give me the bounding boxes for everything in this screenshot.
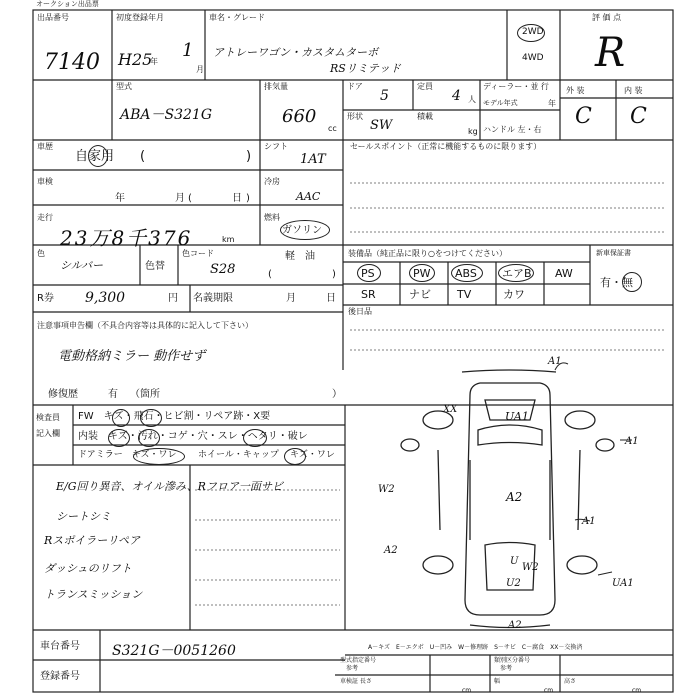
first-reg-year: H25	[118, 50, 153, 69]
doc-ref-2: 参考	[500, 665, 513, 672]
shape-value: SW	[370, 118, 393, 133]
inspection-open: (	[188, 193, 192, 204]
diesel-close: )	[332, 269, 336, 280]
interior-value: C	[630, 104, 647, 129]
repair-label: 修復歴	[48, 389, 78, 400]
diag-mark: U2	[506, 578, 521, 589]
exterior-value: C	[575, 104, 592, 129]
length-label: 車検証 長さ	[340, 678, 372, 685]
name-limit-month: 月	[286, 293, 296, 304]
repair-place: （箇所	[130, 389, 160, 400]
car-name-value: アトレーワゴン・カスタムターボ	[213, 46, 378, 59]
fuel-gas: ガソリン	[282, 225, 322, 236]
score-label: 評 価 点	[592, 13, 622, 22]
remark-item: ダッシュのリフト	[44, 562, 132, 575]
mileage-label: 走行	[37, 213, 53, 222]
interior-label: 内 装	[624, 86, 643, 95]
first-reg-month: 1	[182, 40, 194, 61]
fw-chip-circle	[140, 409, 162, 427]
length-cm: cm	[462, 687, 472, 694]
diag-mark: UA1	[505, 410, 529, 423]
use-other: (	[140, 149, 146, 164]
color-label: 色	[37, 249, 45, 258]
model-year-label: モデル年式	[483, 99, 518, 107]
chassis-label: 車台番号	[40, 641, 80, 652]
displacement-label: 排気量	[264, 82, 288, 91]
equip-pw-circle	[409, 264, 435, 282]
after-label: 後日品	[348, 307, 372, 316]
fw-scratch-circle	[112, 409, 130, 427]
door-label: ドア	[347, 82, 363, 91]
recycle-label: R券	[37, 293, 54, 304]
use-value: 自家用	[75, 149, 115, 164]
shape-label: 形状	[347, 112, 363, 121]
exterior-label: 外 装	[566, 86, 585, 95]
wheel-tail: キズ・ワレ	[290, 450, 335, 460]
color-change-label: 色替	[145, 261, 165, 272]
repair-close: ）	[332, 389, 342, 400]
width-cm: cm	[544, 687, 554, 694]
equipment-label: 装備品（純正品に限り○をつけてください）	[348, 249, 507, 258]
doc-ref-1: 参考	[346, 665, 359, 672]
notes-value: 電動格納ミラー 動作せず	[58, 349, 206, 364]
model-year-unit: 年	[548, 99, 556, 108]
use-circle	[88, 145, 108, 167]
equip-abs-circle	[451, 264, 483, 282]
model-label: 型式	[116, 82, 132, 91]
inspector-label-2: 記入欄	[36, 429, 60, 438]
repair-have: 有	[108, 389, 118, 400]
mileage-value: 23万8千376	[60, 226, 193, 250]
car-name-label: 車名・グレード	[209, 13, 265, 22]
equip-airbag: エアB	[502, 267, 532, 280]
diag-mark: U	[510, 556, 519, 567]
drive-4wd: 4WD	[522, 53, 544, 63]
model-value: ABA－S321G	[120, 107, 213, 123]
handle-label: ハンドル 左・右	[483, 125, 542, 134]
diag-mark: W2	[522, 562, 539, 573]
month-unit: 月	[196, 65, 204, 74]
inspector-label: 検査員	[36, 413, 60, 422]
shift-value: 1AT	[300, 152, 326, 167]
wheel-line: ホイール・キャップ	[198, 450, 279, 460]
inspection-day: 日	[232, 193, 242, 204]
mirror-line: ドアミラー キズ・ワレ	[78, 450, 177, 460]
mirror-circle	[133, 448, 185, 465]
diag-mark: A1	[548, 356, 562, 367]
equip-ps: PS	[361, 267, 375, 280]
diag-mark: W2	[378, 484, 395, 495]
equip-airbag-circle	[498, 264, 534, 282]
legend: A－キズ E－エクボ U－凹み W－修理跡 S－サビ C－腐食 XX－交換済	[368, 644, 583, 651]
remark-item: トランスミッション	[44, 588, 143, 601]
equip-aw: AW	[555, 267, 573, 280]
fuel-diesel: 軽 油	[285, 251, 315, 262]
int-dirt-circle	[138, 429, 160, 447]
fw-line: FW キズ・飛石・ヒビ割・リペア跡・X要	[78, 411, 271, 422]
remark-item: Rスポイラーリペア	[44, 534, 141, 547]
diag-mark: XX	[443, 404, 458, 415]
use-label: 車歴	[37, 142, 53, 151]
name-limit-label: 名義期限	[193, 293, 233, 304]
lot-no-label: 出品番号	[37, 13, 69, 22]
height-cm: cm	[632, 687, 642, 694]
cooling-value: AAC	[296, 190, 321, 203]
kg-unit: kg	[468, 127, 478, 136]
wheel-circle	[284, 448, 306, 465]
equip-leather: カワ	[503, 288, 525, 301]
notes-label: 注意事項申告欄（不具合内容等は具体的に記入して下さい）	[37, 321, 253, 330]
capacity-label: 定員	[417, 82, 433, 91]
equip-tv: TV	[457, 288, 472, 301]
interior-line: 内装 キズ・汚れ・コゲ・穴・スレ・ヘタリ・破レ	[78, 431, 308, 442]
use-other-close: )	[246, 149, 252, 164]
doors-value: 5	[380, 88, 389, 104]
drive-2wd: 2WD	[522, 27, 544, 37]
inspection-label: 車検	[37, 177, 53, 186]
reg-label: 登録番号	[40, 671, 80, 682]
doc-label-2: 類別区分番号	[494, 657, 531, 664]
warranty-circle	[622, 272, 642, 292]
year-unit: 年	[150, 57, 158, 66]
cooling-label: 冷房	[264, 177, 280, 186]
km-unit: km	[222, 235, 235, 244]
chassis-value: S321G－0051260	[112, 643, 236, 659]
yen-unit: 円	[168, 293, 178, 304]
diag-mark: A1	[625, 436, 639, 447]
int-scratch-circle	[108, 429, 130, 447]
diag-mark: A2	[508, 620, 522, 631]
diag-mark: A1	[582, 516, 596, 527]
color-value: シルバー	[60, 259, 103, 272]
sales-point-label: セールスポイント（正常に機能するものに限ります）	[350, 142, 542, 151]
lot-no-value: 7140	[44, 50, 100, 75]
cc-unit: cc	[328, 124, 337, 133]
diag-mark: A2	[384, 545, 398, 556]
remark-item: E/G回り異音、オイル滲み、Rフロア一面サビ	[56, 480, 283, 493]
grade-value: RSリミテッド	[330, 62, 401, 75]
diag-mark: UA1	[612, 578, 634, 589]
warranty-label: 新車保証書	[596, 249, 631, 257]
inspection-close: )	[246, 193, 250, 204]
load-label: 積載	[417, 112, 433, 121]
width-label: 幅	[494, 678, 501, 685]
drive-2wd-circle	[517, 24, 545, 42]
diesel-open: (	[268, 269, 272, 280]
diag-mark: A2	[506, 490, 523, 504]
first-reg-label: 初度登録年月	[116, 13, 164, 22]
color-code-label: 色コード	[182, 249, 214, 258]
equip-sr: SR	[361, 288, 376, 301]
header-scribble: オークション出品票	[36, 0, 99, 8]
fuel-gas-circle	[280, 220, 330, 240]
dealer-label: ディーラー・並 行	[483, 82, 549, 91]
fuel-label: 燃料	[264, 213, 280, 222]
shift-label: シフト	[264, 142, 288, 151]
int-wear-circle	[243, 429, 267, 447]
capacity-value: 4	[452, 88, 461, 104]
displacement-value: 660	[282, 106, 317, 127]
inspection-month: 月	[175, 193, 185, 204]
score-value: R	[595, 30, 626, 76]
recycle-value: 9,300	[85, 290, 126, 306]
color-code-value: S28	[210, 262, 236, 277]
equip-abs: ABS	[455, 267, 477, 280]
warranty-value: 有・無	[600, 276, 633, 289]
equip-navi: ナビ	[409, 288, 431, 301]
remark-item: シートシミ	[56, 510, 111, 523]
equip-pw: PW	[413, 267, 431, 280]
height-label: 高さ	[564, 678, 577, 685]
doc-label-1: 型式指定番号	[340, 657, 377, 664]
name-limit-day: 日	[326, 293, 336, 304]
inspection-year: 年	[115, 193, 125, 204]
equipment-grid	[343, 262, 590, 305]
persons-unit: 人	[468, 95, 476, 104]
equip-ps-circle	[357, 264, 381, 282]
